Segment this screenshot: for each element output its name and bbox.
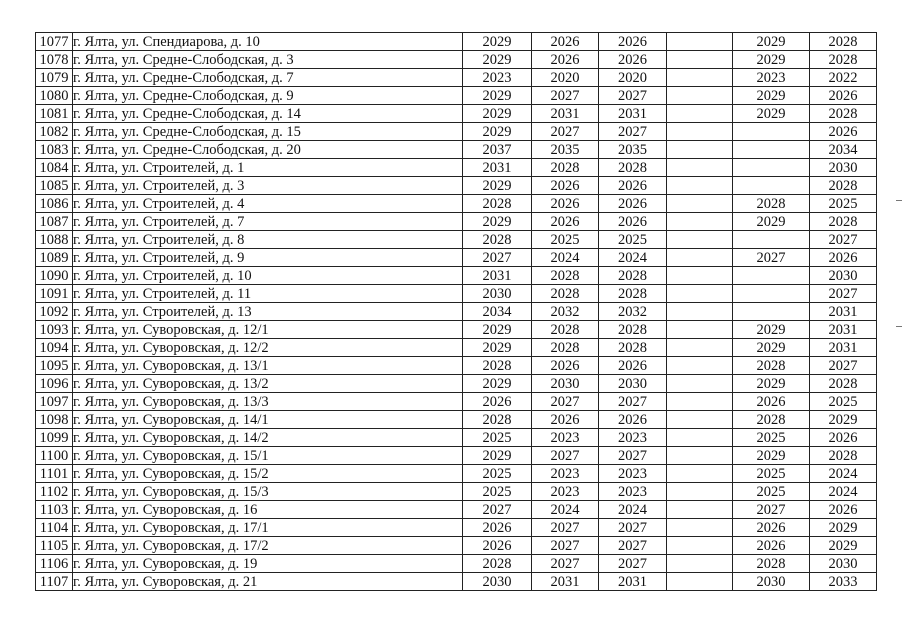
table-row — [36, 141, 877, 159]
year-cell-3: 2026 — [599, 213, 667, 231]
year-cell-6: 2022 — [810, 69, 877, 87]
year-cell-3: 2026 — [599, 357, 667, 375]
year-cell-4 — [667, 483, 733, 501]
year-cell-5: 2027 — [733, 501, 810, 519]
year-cell-2: 2028 — [532, 159, 599, 177]
year-cell-2: 2024 — [532, 501, 599, 519]
year-cell-2: 2026 — [532, 213, 599, 231]
year-cell-6: 2027 — [810, 357, 877, 375]
row-number-cell: 1093 — [36, 321, 73, 339]
year-cell-3: 2027 — [599, 393, 667, 411]
address-cell: г. Ялта, ул. Суворовская, д. 14/1 — [73, 411, 463, 429]
table-row — [36, 357, 877, 375]
year-cell-1: 2026 — [463, 519, 532, 537]
address-cell: г. Ялта, ул. Суворовская, д. 13/1 — [73, 357, 463, 375]
year-cell-6: 2027 — [810, 285, 877, 303]
year-cell-2: 2027 — [532, 519, 599, 537]
row-number-cell: 1087 — [36, 213, 73, 231]
year-cell-1: 2029 — [463, 447, 532, 465]
table-row — [36, 483, 877, 501]
year-cell-1: 2028 — [463, 555, 532, 573]
row-number-cell: 1095 — [36, 357, 73, 375]
year-cell-2: 2027 — [532, 123, 599, 141]
year-cell-5 — [733, 159, 810, 177]
year-cell-1: 2029 — [463, 375, 532, 393]
year-cell-4 — [667, 195, 733, 213]
address-cell: г. Ялта, ул. Суворовская, д. 15/2 — [73, 465, 463, 483]
table-row — [36, 375, 877, 393]
year-cell-4 — [667, 249, 733, 267]
year-cell-4 — [667, 231, 733, 249]
address-cell: г. Ялта, ул. Средне-Слободская, д. 14 — [73, 105, 463, 123]
year-cell-5: 2025 — [733, 465, 810, 483]
year-cell-6: 2028 — [810, 51, 877, 69]
year-cell-4 — [667, 429, 733, 447]
year-cell-6: 2028 — [810, 105, 877, 123]
table-row — [36, 123, 877, 141]
address-cell: г. Ялта, ул. Суворовская, д. 16 — [73, 501, 463, 519]
year-cell-2: 2027 — [532, 555, 599, 573]
year-cell-6: 2034 — [810, 141, 877, 159]
year-cell-5: 2026 — [733, 537, 810, 555]
address-cell: г. Ялта, ул. Строителей, д. 4 — [73, 195, 463, 213]
table-row — [36, 177, 877, 195]
year-cell-3: 2032 — [599, 303, 667, 321]
year-cell-3: 2023 — [599, 483, 667, 501]
row-number-cell: 1103 — [36, 501, 73, 519]
table-row — [36, 339, 877, 357]
row-number-cell: 1081 — [36, 105, 73, 123]
year-cell-1: 2029 — [463, 51, 532, 69]
row-number-cell: 1080 — [36, 87, 73, 105]
year-cell-3: 2025 — [599, 231, 667, 249]
year-cell-2: 2025 — [532, 231, 599, 249]
year-cell-1: 2025 — [463, 465, 532, 483]
row-number-cell: 1089 — [36, 249, 73, 267]
year-cell-2: 2026 — [532, 357, 599, 375]
year-cell-2: 2031 — [532, 573, 599, 591]
year-cell-3: 2027 — [599, 87, 667, 105]
address-cell: г. Ялта, ул. Строителей, д. 11 — [73, 285, 463, 303]
year-cell-5 — [733, 285, 810, 303]
year-cell-2: 2028 — [532, 321, 599, 339]
year-cell-1: 2029 — [463, 213, 532, 231]
row-number-cell: 1079 — [36, 69, 73, 87]
table-row — [36, 231, 877, 249]
table-row — [36, 411, 877, 429]
year-cell-3: 2028 — [599, 339, 667, 357]
year-cell-4 — [667, 411, 733, 429]
year-cell-5: 2028 — [733, 357, 810, 375]
year-cell-3: 2030 — [599, 375, 667, 393]
address-cell: г. Ялта, ул. Суворовская, д. 19 — [73, 555, 463, 573]
table-row — [36, 321, 877, 339]
year-cell-3: 2026 — [599, 33, 667, 51]
year-cell-2: 2026 — [532, 177, 599, 195]
year-cell-4 — [667, 69, 733, 87]
year-cell-5: 2029 — [733, 213, 810, 231]
year-cell-1: 2029 — [463, 123, 532, 141]
table-row — [36, 303, 877, 321]
year-cell-6: 2030 — [810, 555, 877, 573]
year-cell-5: 2026 — [733, 519, 810, 537]
address-cell: г. Ялта, ул. Строителей, д. 7 — [73, 213, 463, 231]
year-cell-1: 2031 — [463, 159, 532, 177]
address-cell: г. Ялта, ул. Суворовская, д. 13/3 — [73, 393, 463, 411]
row-number-cell: 1090 — [36, 267, 73, 285]
year-cell-3: 2024 — [599, 501, 667, 519]
table-row — [36, 447, 877, 465]
address-cell: г. Ялта, ул. Суворовская, д. 14/2 — [73, 429, 463, 447]
year-cell-1: 2028 — [463, 411, 532, 429]
address-cell: г. Ялта, ул. Средне-Слободская, д. 20 — [73, 141, 463, 159]
year-cell-6: 2028 — [810, 213, 877, 231]
year-cell-2: 2032 — [532, 303, 599, 321]
year-cell-3: 2027 — [599, 123, 667, 141]
year-cell-1: 2034 — [463, 303, 532, 321]
row-number-cell: 1102 — [36, 483, 73, 501]
year-cell-5 — [733, 231, 810, 249]
year-cell-1: 2029 — [463, 33, 532, 51]
row-number-cell: 1107 — [36, 573, 73, 591]
year-cell-2: 2035 — [532, 141, 599, 159]
table-row — [36, 267, 877, 285]
year-cell-3: 2028 — [599, 321, 667, 339]
row-number-cell: 1086 — [36, 195, 73, 213]
address-cell: г. Ялта, ул. Строителей, д. 9 — [73, 249, 463, 267]
year-cell-6: 2026 — [810, 429, 877, 447]
year-cell-1: 2026 — [463, 393, 532, 411]
year-cell-6: 2029 — [810, 519, 877, 537]
year-cell-6: 2031 — [810, 339, 877, 357]
year-cell-3: 2027 — [599, 447, 667, 465]
year-cell-1: 2027 — [463, 249, 532, 267]
year-cell-4 — [667, 519, 733, 537]
year-cell-1: 2028 — [463, 231, 532, 249]
table-body — [36, 33, 877, 591]
year-cell-2: 2027 — [532, 87, 599, 105]
year-cell-2: 2026 — [532, 51, 599, 69]
year-cell-3: 2031 — [599, 573, 667, 591]
scan-margin-mark — [896, 326, 902, 327]
year-cell-5: 2029 — [733, 375, 810, 393]
table-row — [36, 537, 877, 555]
year-cell-5: 2023 — [733, 69, 810, 87]
year-cell-6: 2029 — [810, 537, 877, 555]
year-cell-6: 2024 — [810, 483, 877, 501]
year-cell-6: 2031 — [810, 303, 877, 321]
year-cell-6: 2026 — [810, 87, 877, 105]
year-cell-1: 2029 — [463, 177, 532, 195]
address-cell: г. Ялта, ул. Средне-Слободская, д. 9 — [73, 87, 463, 105]
table-row — [36, 465, 877, 483]
year-cell-2: 2026 — [532, 195, 599, 213]
year-cell-1: 2029 — [463, 321, 532, 339]
year-cell-1: 2028 — [463, 357, 532, 375]
year-cell-4 — [667, 87, 733, 105]
row-number-cell: 1099 — [36, 429, 73, 447]
year-cell-4 — [667, 105, 733, 123]
year-cell-6: 2028 — [810, 375, 877, 393]
year-cell-4 — [667, 465, 733, 483]
table-row — [36, 159, 877, 177]
row-number-cell: 1105 — [36, 537, 73, 555]
year-cell-2: 2028 — [532, 267, 599, 285]
year-cell-6: 2033 — [810, 573, 877, 591]
address-cell: г. Ялта, ул. Строителей, д. 8 — [73, 231, 463, 249]
year-cell-3: 2026 — [599, 177, 667, 195]
address-cell: г. Ялта, ул. Суворовская, д. 15/3 — [73, 483, 463, 501]
year-cell-6: 2030 — [810, 159, 877, 177]
table-row — [36, 285, 877, 303]
year-cell-1: 2028 — [463, 195, 532, 213]
year-cell-1: 2029 — [463, 339, 532, 357]
year-cell-3: 2026 — [599, 51, 667, 69]
year-cell-5 — [733, 141, 810, 159]
year-cell-6: 2024 — [810, 465, 877, 483]
year-cell-5: 2029 — [733, 51, 810, 69]
table-row — [36, 519, 877, 537]
year-cell-5: 2028 — [733, 555, 810, 573]
row-number-cell: 1094 — [36, 339, 73, 357]
year-cell-5: 2025 — [733, 483, 810, 501]
address-cell: г. Ялта, ул. Строителей, д. 3 — [73, 177, 463, 195]
address-cell: г. Ялта, ул. Суворовская, д. 15/1 — [73, 447, 463, 465]
table-row — [36, 51, 877, 69]
address-cell: г. Ялта, ул. Суворовская, д. 13/2 — [73, 375, 463, 393]
year-cell-3: 2027 — [599, 519, 667, 537]
table-row — [36, 393, 877, 411]
year-cell-6: 2028 — [810, 177, 877, 195]
scan-margin-mark — [896, 200, 902, 201]
row-number-cell: 1077 — [36, 33, 73, 51]
table-row — [36, 195, 877, 213]
year-cell-1: 2026 — [463, 537, 532, 555]
year-cell-5 — [733, 177, 810, 195]
year-cell-2: 2023 — [532, 429, 599, 447]
row-number-cell: 1083 — [36, 141, 73, 159]
year-cell-4 — [667, 321, 733, 339]
year-cell-6: 2028 — [810, 447, 877, 465]
table-row — [36, 573, 877, 591]
year-cell-1: 2027 — [463, 501, 532, 519]
year-cell-5: 2028 — [733, 195, 810, 213]
row-number-cell: 1092 — [36, 303, 73, 321]
address-cell: г. Ялта, ул. Строителей, д. 1 — [73, 159, 463, 177]
table-row — [36, 555, 877, 573]
year-cell-5: 2028 — [733, 411, 810, 429]
year-cell-2: 2031 — [532, 105, 599, 123]
year-cell-1: 2029 — [463, 87, 532, 105]
address-cell: г. Ялта, ул. Строителей, д. 13 — [73, 303, 463, 321]
year-cell-3: 2024 — [599, 249, 667, 267]
year-cell-3: 2027 — [599, 537, 667, 555]
year-cell-3: 2028 — [599, 285, 667, 303]
row-number-cell: 1101 — [36, 465, 73, 483]
table-row — [36, 69, 877, 87]
address-cell: г. Ялта, ул. Строителей, д. 10 — [73, 267, 463, 285]
table-row — [36, 33, 877, 51]
year-cell-6: 2028 — [810, 33, 877, 51]
year-cell-4 — [667, 537, 733, 555]
year-cell-5: 2029 — [733, 87, 810, 105]
row-number-cell: 1078 — [36, 51, 73, 69]
year-cell-4 — [667, 573, 733, 591]
year-cell-3: 2028 — [599, 159, 667, 177]
year-cell-4 — [667, 393, 733, 411]
year-cell-5 — [733, 267, 810, 285]
year-cell-3: 2027 — [599, 555, 667, 573]
row-number-cell: 1084 — [36, 159, 73, 177]
year-cell-1: 2030 — [463, 573, 532, 591]
year-cell-3: 2035 — [599, 141, 667, 159]
housing-repair-schedule-table — [35, 32, 877, 591]
address-cell: г. Ялта, ул. Средне-Слободская, д. 3 — [73, 51, 463, 69]
address-cell: г. Ялта, ул. Суворовская, д. 17/2 — [73, 537, 463, 555]
year-cell-3: 2026 — [599, 195, 667, 213]
year-cell-4 — [667, 123, 733, 141]
table-row — [36, 105, 877, 123]
row-number-cell: 1104 — [36, 519, 73, 537]
year-cell-3: 2023 — [599, 465, 667, 483]
row-number-cell: 1082 — [36, 123, 73, 141]
year-cell-3: 2026 — [599, 411, 667, 429]
year-cell-1: 2029 — [463, 105, 532, 123]
year-cell-4 — [667, 33, 733, 51]
year-cell-3: 2028 — [599, 267, 667, 285]
year-cell-6: 2026 — [810, 123, 877, 141]
year-cell-5: 2029 — [733, 339, 810, 357]
row-number-cell: 1100 — [36, 447, 73, 465]
address-cell: г. Ялта, ул. Суворовская, д. 12/1 — [73, 321, 463, 339]
year-cell-4 — [667, 285, 733, 303]
year-cell-2: 2027 — [532, 537, 599, 555]
year-cell-4 — [667, 447, 733, 465]
year-cell-4 — [667, 51, 733, 69]
table-row — [36, 429, 877, 447]
year-cell-3: 2031 — [599, 105, 667, 123]
address-cell: г. Ялта, ул. Суворовская, д. 17/1 — [73, 519, 463, 537]
row-number-cell: 1106 — [36, 555, 73, 573]
year-cell-5: 2025 — [733, 429, 810, 447]
year-cell-2: 2023 — [532, 483, 599, 501]
year-cell-2: 2020 — [532, 69, 599, 87]
year-cell-5: 2027 — [733, 249, 810, 267]
address-cell: г. Ялта, ул. Спендиарова, д. 10 — [73, 33, 463, 51]
table-row — [36, 501, 877, 519]
row-number-cell: 1096 — [36, 375, 73, 393]
year-cell-2: 2027 — [532, 447, 599, 465]
year-cell-1: 2030 — [463, 285, 532, 303]
year-cell-2: 2027 — [532, 393, 599, 411]
document-page — [35, 32, 877, 591]
year-cell-4 — [667, 501, 733, 519]
year-cell-2: 2023 — [532, 465, 599, 483]
year-cell-6: 2029 — [810, 411, 877, 429]
address-cell: г. Ялта, ул. Суворовская, д. 21 — [73, 573, 463, 591]
year-cell-4 — [667, 159, 733, 177]
year-cell-4 — [667, 339, 733, 357]
row-number-cell: 1085 — [36, 177, 73, 195]
address-cell: г. Ялта, ул. Средне-Слободская, д. 7 — [73, 69, 463, 87]
address-cell: г. Ялта, ул. Средне-Слободская, д. 15 — [73, 123, 463, 141]
year-cell-5: 2029 — [733, 321, 810, 339]
year-cell-5: 2029 — [733, 447, 810, 465]
year-cell-2: 2026 — [532, 33, 599, 51]
year-cell-5: 2029 — [733, 33, 810, 51]
year-cell-4 — [667, 141, 733, 159]
year-cell-5: 2029 — [733, 105, 810, 123]
year-cell-3: 2023 — [599, 429, 667, 447]
year-cell-2: 2028 — [532, 285, 599, 303]
year-cell-2: 2024 — [532, 249, 599, 267]
year-cell-1: 2037 — [463, 141, 532, 159]
year-cell-6: 2027 — [810, 231, 877, 249]
year-cell-4 — [667, 555, 733, 573]
year-cell-6: 2030 — [810, 267, 877, 285]
table-row — [36, 213, 877, 231]
year-cell-6: 2025 — [810, 195, 877, 213]
year-cell-3: 2020 — [599, 69, 667, 87]
row-number-cell: 1097 — [36, 393, 73, 411]
year-cell-6: 2026 — [810, 501, 877, 519]
year-cell-4 — [667, 357, 733, 375]
year-cell-4 — [667, 303, 733, 321]
row-number-cell: 1091 — [36, 285, 73, 303]
year-cell-4 — [667, 375, 733, 393]
year-cell-5: 2026 — [733, 393, 810, 411]
year-cell-1: 2023 — [463, 69, 532, 87]
year-cell-6: 2031 — [810, 321, 877, 339]
row-number-cell: 1098 — [36, 411, 73, 429]
table-row — [36, 249, 877, 267]
year-cell-5: 2030 — [733, 573, 810, 591]
year-cell-6: 2025 — [810, 393, 877, 411]
row-number-cell: 1088 — [36, 231, 73, 249]
year-cell-4 — [667, 213, 733, 231]
year-cell-6: 2026 — [810, 249, 877, 267]
address-cell: г. Ялта, ул. Суворовская, д. 12/2 — [73, 339, 463, 357]
year-cell-1: 2031 — [463, 267, 532, 285]
year-cell-5 — [733, 123, 810, 141]
year-cell-2: 2026 — [532, 411, 599, 429]
year-cell-5 — [733, 303, 810, 321]
year-cell-4 — [667, 267, 733, 285]
year-cell-1: 2025 — [463, 483, 532, 501]
year-cell-4 — [667, 177, 733, 195]
year-cell-2: 2030 — [532, 375, 599, 393]
year-cell-2: 2028 — [532, 339, 599, 357]
table-row — [36, 87, 877, 105]
year-cell-1: 2025 — [463, 429, 532, 447]
